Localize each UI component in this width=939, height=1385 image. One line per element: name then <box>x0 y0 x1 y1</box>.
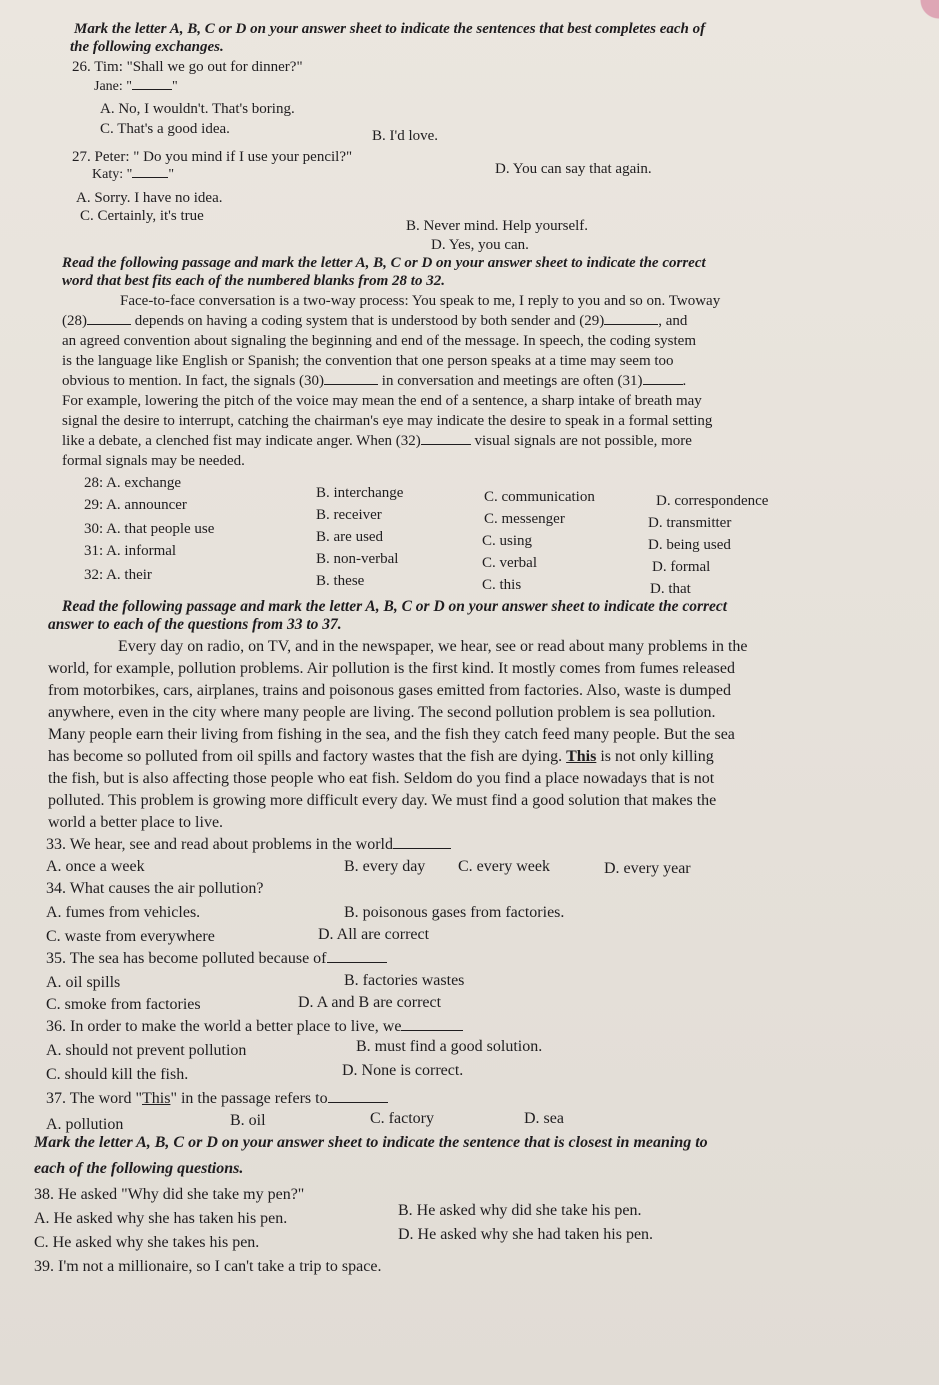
instruction-2-line-1: Read the following passage and mark the letter A, B, C or D on your answer sheet to indicate the correct <box>62 255 706 271</box>
q36-option-d: D. None is correct. <box>342 1062 464 1079</box>
passage-1-line-8-text: like a debate, a clenched fist may indicate anger. When (32) <box>62 433 421 449</box>
passage-1-line-6: For example, lowering the pitch of the voice may mean the end of a sentence, a sharp intake of breath may <box>62 393 702 409</box>
q26-close-quote: " <box>171 79 178 94</box>
q26-option-a: A. No, I wouldn't. That's boring. <box>100 101 295 117</box>
q35-option-b: B. factories wastes <box>344 972 465 989</box>
passage-1-line-4: is the language like English or Spanish; the convention that one person speaks at a time may seem too <box>62 353 674 369</box>
q37-stem <box>46 1090 388 1108</box>
instruction-1-line-2: the following exchanges. <box>70 39 224 55</box>
q28-option-b: B. interchange <box>316 485 404 501</box>
q35-option-d: D. A and B are correct <box>298 994 442 1011</box>
blank-32 <box>421 444 471 445</box>
q31-option-c: C. verbal <box>482 555 537 571</box>
q37-stem-start: 37. The word " <box>46 1090 142 1107</box>
passage-1-line-7: signal the desire to interrupt, catching the chairman's eye may indicate the desire to speak in a formal setting <box>62 413 713 429</box>
q36-stem-text: 36. In order to make the world a better place to live, we <box>46 1018 402 1035</box>
q28-option-c: C. communication <box>484 489 595 505</box>
passage-2-line-5: Many people earn their living from fishing in the sea, and the fish they catch feed many people. But the sea <box>48 726 735 743</box>
q38-stem: 38. He asked "Why did she take my pen?" <box>34 1186 305 1203</box>
passage-2-line-6 <box>48 748 714 766</box>
q27-speaker: Katy: " <box>92 167 133 182</box>
blank-30 <box>324 384 378 385</box>
q30-option-d: D. being used <box>648 537 731 553</box>
q26-option-b: B. I'd love. <box>372 128 439 144</box>
passage-1-line-3: an agreed convention about signaling the beginning and end of the message. In speech, the coding system <box>62 333 696 349</box>
passage-2-line-9: world a better place to live. <box>48 814 224 831</box>
q34-option-a: A. fumes from vehicles. <box>46 904 201 921</box>
q37-stem-word: This <box>142 1090 171 1107</box>
q27-answer-line <box>92 166 174 184</box>
q29-option-c: C. messenger <box>484 511 565 527</box>
q30-option-b: B. are used <box>316 529 384 545</box>
q26-speaker: Jane: " <box>94 79 132 94</box>
q27-close-quote: " <box>168 167 175 182</box>
q36-option-a: A. should not prevent pollution <box>46 1042 247 1059</box>
passage-1-line-5-text: obvious to mention. In fact, the signals (30) <box>62 373 325 389</box>
q31-option-b: B. non-verbal <box>316 551 399 567</box>
passage-1-line-8-end: visual signals are not possible, more <box>474 433 692 449</box>
q31-option-a: 31: A. informal <box>84 543 177 559</box>
q27-option-a: A. Sorry. I have no idea. <box>76 190 223 206</box>
q37-option-d: D. sea <box>524 1110 564 1127</box>
passage-2-line-8: polluted. This problem is growing more difficult every day. We must find a good solution that makes the <box>48 792 717 809</box>
q33-option-c: C. every week <box>458 858 550 875</box>
q35-option-c: C. smoke from factories <box>46 996 201 1013</box>
q37-option-b: B. oil <box>230 1112 266 1129</box>
corner-decoration <box>879 0 939 40</box>
q34-option-c: C. waste from everywhere <box>46 928 215 945</box>
q33-stem-text: 33. We hear, see and read about problems in the world <box>46 836 393 853</box>
q29-option-b: B. receiver <box>316 507 382 523</box>
blank-31 <box>643 384 683 385</box>
q29-option-a: 29: A. announcer <box>84 497 187 513</box>
q33-stem <box>46 836 451 854</box>
q30-option-a: 30: A. that people use <box>84 521 215 537</box>
q36-blank <box>401 1030 463 1031</box>
q27-option-b: B. Never mind. Help yourself. <box>406 218 589 234</box>
blank-29 <box>604 324 658 325</box>
passage-1-line-2-text: depends on having a coding system that is understood by both sender and (29) <box>134 313 605 329</box>
q37-option-c: C. factory <box>370 1110 434 1127</box>
q35-stem <box>46 950 387 968</box>
passage-1-line-1: Face-to-face conversation is a two-way process: You speak to me, I reply to you and so on. Twoway <box>120 293 721 309</box>
q38-option-c: C. He asked why she takes his pen. <box>34 1234 260 1251</box>
q26-stem: 26. Tim: "Shall we go out for dinner?" <box>72 59 303 75</box>
q29-option-d: D. transmitter <box>648 515 732 531</box>
passage-2-line-1: Every day on radio, on TV, and in the newspaper, we hear, see or read about many problems in the <box>118 638 748 655</box>
q26-answer-line <box>94 78 178 96</box>
q37-stem-end: " in the passage refers to <box>170 1090 328 1107</box>
q34-option-b: B. poisonous gases from factories. <box>344 904 565 921</box>
passage-1-line-8 <box>62 432 692 450</box>
passage-1-line-9: formal signals may be needed. <box>62 453 245 469</box>
q36-option-b: B. must find a good solution. <box>356 1038 543 1055</box>
q38-option-b: B. He asked why did she take his pen. <box>398 1202 642 1219</box>
q35-stem-text: 35. The sea has become polluted because of <box>46 950 327 967</box>
q27-stem: 27. Peter: " Do you mind if I use your pencil?" <box>72 149 353 165</box>
q32-option-c: C. this <box>482 577 522 593</box>
passage-2-line-7: the fish, but is also affecting those people who eat fish. Seldom do you find a place nowadays that is not <box>48 770 715 787</box>
q26-option-d: D. You can say that again. <box>495 161 652 177</box>
passage-1-line-5 <box>62 372 686 390</box>
q34-option-d: D. All are correct <box>318 926 430 943</box>
passage-1-line-5-mid: in conversation and meetings are often (31) <box>381 373 643 389</box>
passage-1-line-2-end: , and <box>658 313 688 329</box>
q32-option-a: 32: A. their <box>84 567 152 583</box>
q26-option-c: C. That's a good idea. <box>100 121 230 137</box>
referent-word-this: This <box>566 748 597 765</box>
instruction-4-line-2: each of the following questions. <box>34 1160 244 1177</box>
q35-blank <box>327 962 387 963</box>
q39-stem: 39. I'm not a millionaire, so I can't take a trip to space. <box>34 1258 382 1275</box>
q32-option-d: D. that <box>650 581 691 597</box>
q27-option-d: D. Yes, you can. <box>431 237 529 253</box>
q32-option-b: B. these <box>316 573 365 589</box>
q28-option-d: D. correspondence <box>656 493 769 509</box>
q30-option-c: C. using <box>482 533 533 549</box>
q36-stem <box>46 1018 463 1036</box>
blank-28 <box>87 324 131 325</box>
q33-option-d: D. every year <box>604 860 691 877</box>
q27-blank <box>132 177 168 178</box>
instruction-3-line-2: answer to each of the questions from 33 to 37. <box>48 616 342 633</box>
q33-option-a: A. once a week <box>46 858 145 875</box>
instruction-2-line-2: word that best fits each of the numbered blanks from 28 to 32. <box>62 273 445 289</box>
instruction-3-line-1: Read the following passage and mark the letter A, B, C or D on your answer sheet to indicate the correct <box>62 598 728 615</box>
passage-2-line-3: from motorbikes, cars, airplanes, trains and poisonous gases emitted from factories. Also, waste is dumped <box>48 682 731 699</box>
q34-stem: 34. What causes the air pollution? <box>46 880 264 897</box>
blank-28-label: (28) <box>62 313 87 329</box>
passage-1-line-5-end: . <box>682 373 687 389</box>
q36-option-c: C. should kill the fish. <box>46 1066 189 1083</box>
q33-blank <box>393 848 451 849</box>
q33-option-b: B. every day <box>344 858 426 875</box>
q27-option-c: C. Certainly, it's true <box>80 208 204 224</box>
instruction-4-line-1: Mark the letter A, B, C or D on your answer sheet to indicate the sentence that is closest in meaning to <box>34 1134 708 1151</box>
q37-option-a: A. pollution <box>46 1116 124 1133</box>
q31-option-d: D. formal <box>652 559 711 575</box>
passage-2-line-6-text: has become so polluted from oil spills and factory wastes that the fish are dying. <box>48 748 563 765</box>
q28-option-a: 28: A. exchange <box>84 475 182 491</box>
passage-2-line-6-end: is not only killing <box>600 748 714 765</box>
q38-option-d: D. He asked why she had taken his pen. <box>398 1226 654 1243</box>
passage-1-line-2 <box>62 312 687 330</box>
q37-blank <box>328 1102 388 1103</box>
q38-option-a: A. He asked why she has taken his pen. <box>34 1210 288 1227</box>
instruction-1-line-1: Mark the letter A, B, C or D on your answer sheet to indicate the sentences that best completes each of <box>74 21 706 37</box>
q35-option-a: A. oil spills <box>46 974 121 991</box>
passage-2-line-4: anywhere, even in the city where many people are living. The second pollution problem is sea pollution. <box>48 704 716 721</box>
passage-2-line-2: world, for example, pollution problems. Air pollution is the first kind. It mostly comes from fumes released <box>48 660 735 677</box>
q26-blank <box>132 89 172 90</box>
